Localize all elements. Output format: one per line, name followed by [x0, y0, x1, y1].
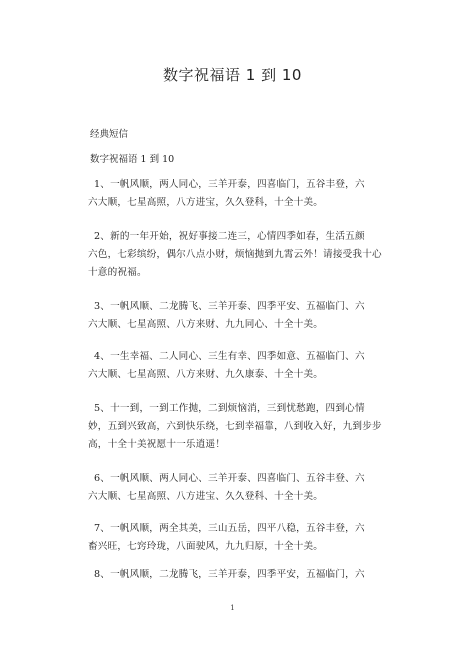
paragraph-3	[88, 298, 384, 334]
page-title: 数字祝福语 1 到 10	[163, 66, 302, 84]
paragraph-line: 六大顺、七星高照、八方来财、九久康泰、十全十美。	[88, 369, 324, 380]
paragraph-4	[88, 348, 384, 384]
category-label: 经典短信	[90, 129, 129, 140]
paragraph-line: 妙，五到兴致高，六到快乐绕，七到幸福靠，八到收入好，九到步步	[88, 421, 382, 432]
paragraph-line: 高，十全十美祝愿十一乐逍遥！	[88, 439, 226, 450]
paragraph-line: 1、一帆风顺，两人同心，三羊开泰，四喜临门，五谷丰登，六	[94, 179, 365, 190]
paragraph-line: 六大顺，七星高照，八方进宝，久久登科，十全十美。	[88, 197, 324, 208]
paragraph-2	[88, 228, 384, 282]
paragraph-line: 十意的祝福。	[88, 267, 147, 278]
paragraph-line: 6、一帆风顺、两人同心、三羊开泰、四喜临门、五谷丰登、六	[94, 473, 365, 484]
paragraph-line: 六大顺、七星高照、八方来财、九九同心、十全十美。	[88, 319, 324, 330]
paragraph-8	[88, 566, 384, 584]
page-number: 1	[230, 604, 235, 612]
paragraph-line: 5、十一到，一到工作抛，二到烦恼消，三到忧愁跑，四到心情	[94, 403, 365, 414]
paragraph-line: 2、新的一年开始，祝好事接二连三，心情四季如春，生活五颜	[94, 231, 365, 242]
paragraph-line: 8、一帆风顺，二龙腾飞，三羊开泰，四季平安，五福临门，六	[94, 569, 365, 580]
paragraph-line: 六色，七彩缤纷，偶尔八点小财，烦恼抛到九霄云外！请接受我十心	[88, 249, 382, 260]
paragraph-5	[88, 400, 384, 454]
paragraph-line: 3、一帆风顺、二龙腾飞、三羊开泰、四季平安、五福临门、六	[94, 301, 365, 312]
paragraph-1	[88, 176, 384, 212]
paragraph-line: 六大顺、七星高照、八方进宝、久久登科、十全十美。	[88, 491, 324, 502]
paragraph-line: 畜兴旺，七窍玲珑，八面驶风，九九归原，十全十美。	[88, 541, 324, 552]
paragraph-line: 7、一帆风顺，两全其美，三山五岳，四平八稳，五谷丰登，六	[94, 523, 365, 534]
paragraph-6	[88, 470, 384, 506]
paragraph-line: 4、一生幸福、二人同心、三生有幸、四季如意、五福临门、六	[94, 351, 365, 362]
paragraph-7	[88, 520, 384, 556]
section-subtitle: 数字祝福语 1 到 10	[90, 154, 175, 165]
